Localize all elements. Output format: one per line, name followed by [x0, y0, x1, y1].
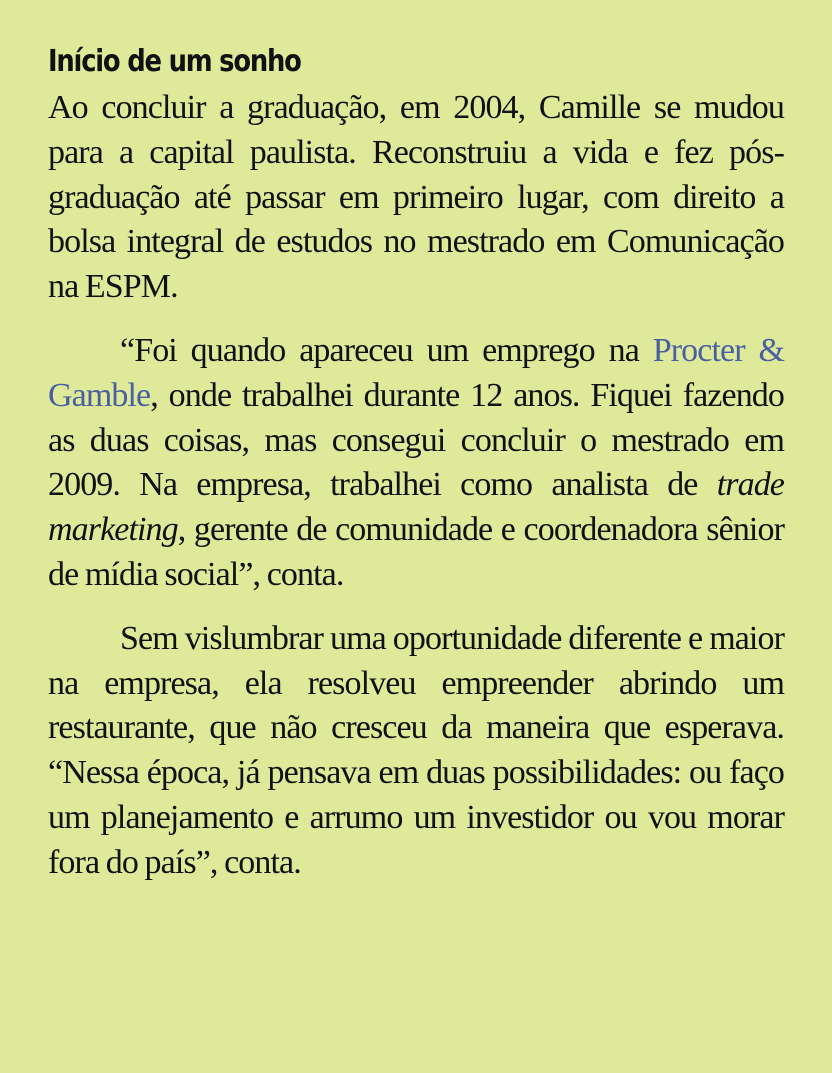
paragraph-3: Sem vislumbrar uma oportunidade diferente e maior na empresa, ela resolveu empreender abrindo um restaurante, que não cresceu da maneira que esperava. “Nessa época, já pensava em duas possibilidades: ou faço um planejamento e arrumo um investidor ou vou morar fora do país”, conta.: [48, 619, 784, 881]
section-heading: Início de um sonho: [48, 44, 301, 79]
paragraph-2-text-start: “Foi quando apareceu um emprego na: [120, 331, 653, 369]
italic-term: trade marketing: [48, 466, 784, 549]
paragraph-2-text-end: , gerente de comunidade e coordenadora sênior de mídia social”, conta.: [48, 511, 784, 593]
procter-gamble-link[interactable]: Procter & Gamble: [48, 331, 784, 414]
paragraph-2: [48, 329, 784, 598]
paragraph-2-text-middle: , onde trabalhei durante 12 anos. Fiquei fazendo as duas coisas, mas consegui concluir o mestrado em 2009. Na empresa, trabalhei como analista de: [48, 376, 784, 504]
paragraph-1: Ao concluir a graduação, em 2004, Camille se mudou para a capital paulista. Reconstruiu a vida e fez pós-graduação até passar em primeiro lugar, com direito a bolsa integral de estudos no mestrado em Comunicação na ESPM.: [48, 89, 784, 306]
